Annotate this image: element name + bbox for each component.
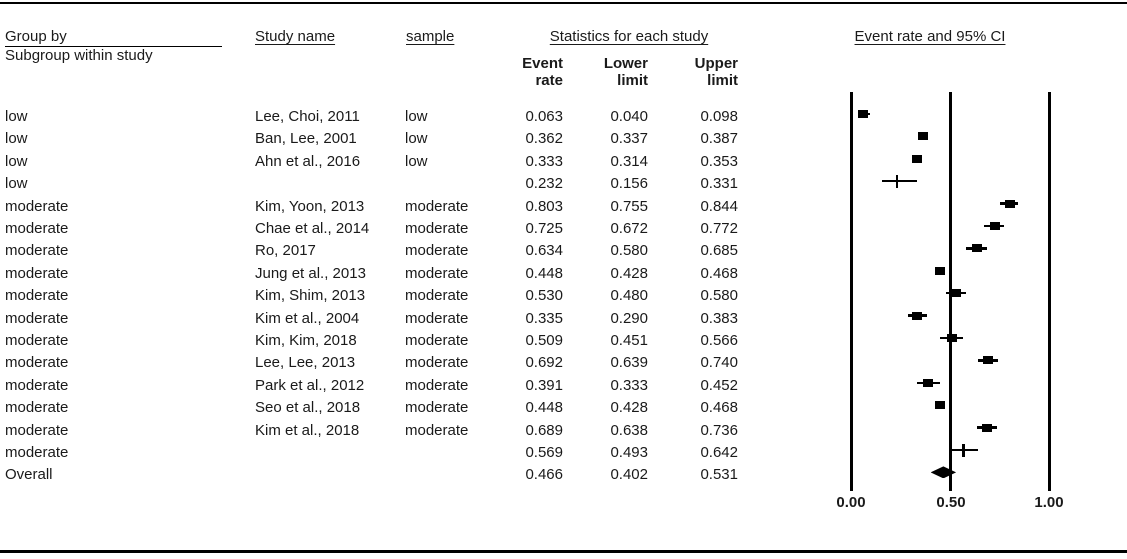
row-upper-limit-cell: 0.331 — [700, 175, 738, 193]
point-estimate-marker — [923, 379, 933, 387]
subtotal-center-tick — [962, 444, 965, 457]
table-row — [0, 264, 780, 286]
row-group-cell: moderate — [5, 332, 69, 349]
row-event-rate-cell: 0.232 — [525, 175, 563, 193]
row-group-cell: moderate — [5, 264, 69, 282]
row-event-rate-cell: 0.803 — [525, 197, 563, 215]
row-study-cell: Kim, Shim, 2013 — [255, 287, 366, 305]
point-estimate-marker — [912, 312, 922, 320]
row-event-rate-cell: 0.466 — [525, 466, 563, 484]
row-upper-limit-cell: 0.580 — [700, 287, 738, 305]
row-lower-limit-cell: 0.290 — [610, 309, 648, 327]
column-header-sample: sample — [406, 28, 455, 45]
point-estimate-marker — [990, 222, 1000, 230]
row-upper-limit-cell: 0.740 — [700, 354, 738, 372]
row-study-cell: Jung et al., 2013 — [255, 264, 366, 282]
row-upper-limit-cell: 0.387 — [700, 130, 738, 148]
top-divider — [0, 2, 1127, 4]
row-upper-limit-cell: 0.098 — [700, 108, 738, 125]
point-estimate-marker — [935, 267, 945, 275]
row-study-cell: Kim, Kim, 2018 — [255, 332, 357, 349]
point-estimate-marker — [972, 244, 982, 252]
row-group-cell: moderate — [5, 220, 69, 237]
row-lower-limit-cell: 0.040 — [610, 108, 648, 125]
row-upper-limit-cell: 0.468 — [700, 399, 738, 417]
row-study-cell: Ban, Lee, 2001 — [255, 130, 357, 148]
row-upper-limit-cell: 0.531 — [700, 466, 738, 484]
row-lower-limit-cell: 0.451 — [610, 332, 648, 349]
table-row — [0, 421, 780, 443]
overall-diamond-marker — [931, 466, 957, 478]
row-study-cell: Lee, Choi, 2011 — [255, 108, 360, 125]
row-group-cell: moderate — [5, 354, 69, 372]
row-event-rate-cell: 0.335 — [525, 309, 563, 327]
row-group-cell: moderate — [5, 197, 69, 215]
row-event-rate-cell: 0.391 — [525, 376, 563, 394]
table-row — [0, 376, 780, 398]
row-group-cell: low — [5, 130, 28, 148]
row-sample-cell: moderate — [405, 354, 469, 372]
point-estimate-marker — [951, 289, 961, 297]
row-group-cell: Overall — [5, 466, 53, 484]
row-event-rate-cell: 0.569 — [525, 444, 563, 461]
row-lower-limit-cell: 0.156 — [610, 175, 648, 193]
table-row — [0, 398, 780, 420]
row-lower-limit-cell: 0.480 — [610, 287, 648, 305]
row-study-cell: Seo et al., 2018 — [255, 399, 361, 417]
row-upper-limit-cell: 0.844 — [700, 197, 738, 215]
row-study-cell: Park et al., 2012 — [255, 376, 365, 394]
grid-line-1.00 — [1048, 92, 1051, 491]
column-header-group-by — [5, 28, 222, 47]
row-upper-limit-cell: 0.383 — [700, 309, 738, 327]
row-lower-limit-cell: 0.580 — [610, 242, 648, 260]
row-study-cell: Kim, Yoon, 2013 — [255, 197, 365, 215]
row-upper-limit-cell: 0.353 — [700, 152, 738, 170]
row-sample-cell: moderate — [405, 332, 469, 349]
row-upper-limit-cell: 0.685 — [700, 242, 738, 260]
row-lower-limit-cell: 0.493 — [610, 444, 648, 461]
table-row — [0, 174, 780, 196]
row-study-cell: Ahn et al., 2016 — [255, 152, 361, 170]
row-event-rate-cell: 0.063 — [525, 108, 563, 125]
point-estimate-marker — [982, 424, 992, 432]
row-group-cell: low — [5, 175, 28, 193]
row-sample-cell: moderate — [405, 264, 469, 282]
point-estimate-marker — [858, 110, 868, 118]
row-event-rate-cell: 0.689 — [525, 421, 563, 439]
point-estimate-marker — [912, 155, 922, 163]
grid-line-0.00 — [850, 92, 853, 491]
row-lower-limit-cell: 0.428 — [610, 399, 648, 417]
table-row — [0, 107, 780, 129]
row-event-rate-cell: 0.725 — [525, 220, 563, 237]
subtotal-ci-line — [882, 180, 917, 183]
subheader-lower-limit: Lower limit — [603, 55, 648, 89]
row-group-cell: moderate — [5, 444, 69, 461]
row-sample-cell: moderate — [405, 421, 469, 439]
row-group-cell: moderate — [5, 376, 69, 394]
row-event-rate-cell: 0.634 — [525, 242, 563, 260]
axis-tick-label-0: 0.00 — [836, 494, 866, 511]
point-estimate-marker — [918, 132, 928, 140]
row-lower-limit-cell: 0.428 — [610, 264, 648, 282]
table-row — [0, 129, 780, 151]
axis-tick-label-1: 1.00 — [1034, 494, 1064, 511]
row-group-cell: moderate — [5, 309, 69, 327]
table-row — [0, 241, 780, 263]
table-row — [0, 219, 780, 241]
table-row — [0, 197, 780, 219]
table-row — [0, 309, 780, 331]
subheader-upper-limit: Upper limit — [694, 55, 738, 89]
row-sample-cell: moderate — [405, 309, 469, 327]
row-sample-cell: moderate — [405, 220, 469, 237]
bottom-divider — [0, 550, 1127, 553]
row-group-cell: low — [5, 152, 28, 170]
row-group-cell: low — [5, 108, 28, 125]
row-lower-limit-cell: 0.314 — [610, 152, 648, 170]
column-header-study-name: Study name — [255, 28, 336, 45]
row-lower-limit-cell: 0.333 — [610, 376, 648, 394]
row-lower-limit-cell: 0.672 — [610, 220, 648, 237]
point-estimate-marker — [1005, 200, 1015, 208]
point-estimate-marker — [947, 334, 957, 342]
subgroup-within-study-label: Subgroup within study — [5, 47, 153, 64]
subtotal-center-tick — [896, 175, 899, 188]
row-study-cell: Chae et al., 2014 — [255, 220, 370, 237]
row-group-cell: moderate — [5, 399, 69, 417]
table-row — [0, 353, 780, 375]
row-lower-limit-cell: 0.639 — [610, 354, 648, 372]
row-upper-limit-cell: 0.566 — [700, 332, 738, 349]
axis-tick-label-05: 0.50 — [936, 494, 966, 511]
row-lower-limit-cell: 0.755 — [610, 197, 648, 215]
table-row — [0, 152, 780, 174]
group-by-label: Group by — [5, 28, 67, 45]
row-group-cell: moderate — [5, 242, 69, 260]
row-event-rate-cell: 0.448 — [525, 399, 563, 417]
row-sample-cell: moderate — [405, 399, 469, 417]
row-sample-cell: moderate — [405, 242, 469, 260]
row-lower-limit-cell: 0.402 — [610, 466, 648, 484]
row-event-rate-cell: 0.530 — [525, 287, 563, 305]
row-event-rate-cell: 0.333 — [525, 152, 563, 170]
row-event-rate-cell: 0.448 — [525, 264, 563, 282]
row-sample-cell: low — [405, 108, 428, 125]
column-header-statistics: Statistics for each study — [549, 28, 709, 45]
row-sample-cell: moderate — [405, 197, 469, 215]
table-row — [0, 286, 780, 308]
row-event-rate-cell: 0.509 — [525, 332, 563, 349]
row-upper-limit-cell: 0.642 — [700, 444, 738, 461]
row-sample-cell: low — [405, 152, 428, 170]
row-lower-limit-cell: 0.337 — [610, 130, 648, 148]
point-estimate-marker — [935, 401, 945, 409]
row-study-cell: Kim et al., 2004 — [255, 309, 360, 327]
row-upper-limit-cell: 0.452 — [700, 376, 738, 394]
row-study-cell: Ro, 2017 — [255, 242, 316, 260]
row-study-cell: Kim et al., 2018 — [255, 421, 360, 439]
table-row — [0, 465, 780, 487]
row-upper-limit-cell: 0.468 — [700, 264, 738, 282]
row-group-cell: moderate — [5, 421, 69, 439]
row-event-rate-cell: 0.362 — [525, 130, 563, 148]
row-lower-limit-cell: 0.638 — [610, 421, 648, 439]
point-estimate-marker — [983, 356, 993, 364]
row-upper-limit-cell: 0.772 — [700, 220, 738, 237]
table-row — [0, 443, 780, 465]
plot-title-event-rate-ci: Event rate and 95% CI — [854, 28, 1006, 45]
row-study-cell: Lee, Lee, 2013 — [255, 354, 356, 372]
table-row — [0, 331, 780, 353]
row-upper-limit-cell: 0.736 — [700, 421, 738, 439]
row-group-cell: moderate — [5, 287, 69, 305]
row-event-rate-cell: 0.692 — [525, 354, 563, 372]
row-sample-cell: moderate — [405, 287, 469, 305]
row-sample-cell: low — [405, 130, 428, 148]
subheader-event-rate: Event rate — [522, 55, 563, 89]
row-sample-cell: moderate — [405, 376, 469, 394]
